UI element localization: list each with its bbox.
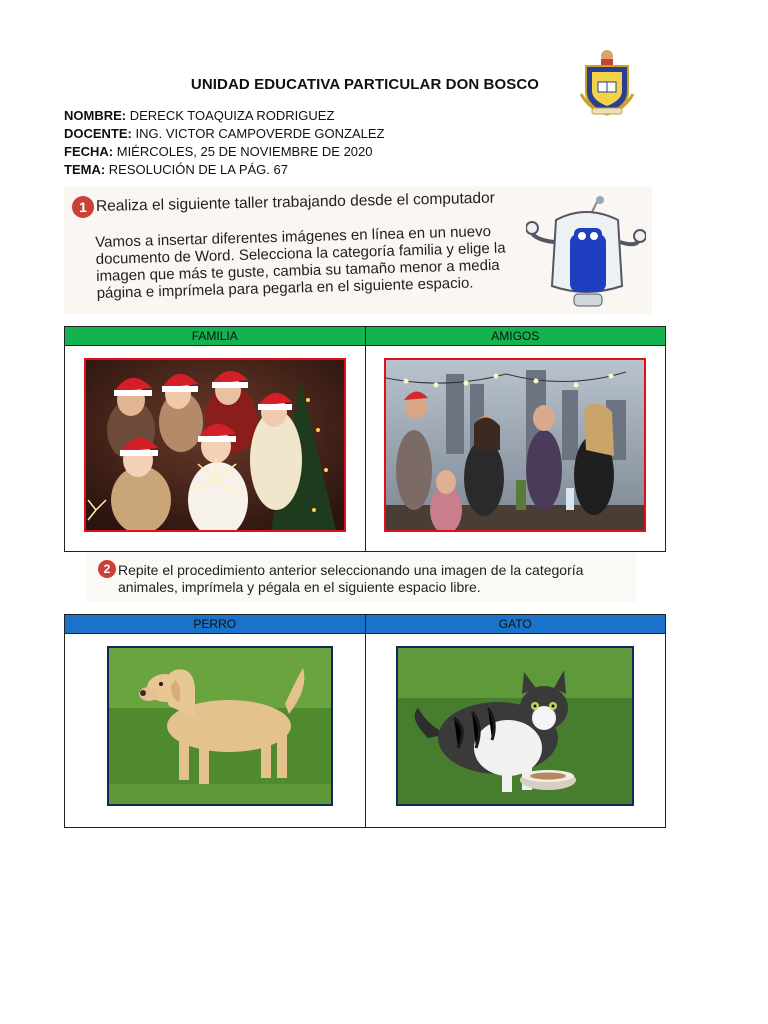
column-header-gato: GATO bbox=[365, 615, 666, 634]
docente-label: DOCENTE: bbox=[64, 126, 132, 141]
step-number-1: 1 bbox=[72, 196, 94, 218]
instruction-2-image bbox=[86, 552, 636, 602]
column-header-familia: FAMILIA bbox=[65, 327, 366, 346]
fecha-label: FECHA: bbox=[64, 144, 114, 159]
document-title: UNIDAD EDUCATIVA PARTICULAR DON BOSCO bbox=[190, 76, 540, 93]
instruction-1-image bbox=[64, 186, 652, 314]
amigos-cell bbox=[365, 346, 666, 552]
perro-cell bbox=[65, 634, 366, 828]
cat-photo bbox=[396, 646, 634, 806]
robot-mascot-icon bbox=[526, 194, 646, 310]
teacher-line bbox=[64, 126, 384, 141]
fecha-value: MIÉRCOLES, 25 DE NOVIEMBRE DE 2020 bbox=[116, 144, 373, 159]
dog-photo bbox=[107, 646, 333, 806]
gato-cell bbox=[365, 634, 666, 828]
column-header-amigos: AMIGOS bbox=[365, 327, 666, 346]
student-name-line bbox=[64, 108, 334, 123]
tema-label: TEMA: bbox=[64, 162, 106, 177]
column-header-perro: PERRO bbox=[65, 615, 366, 634]
topic-line bbox=[64, 162, 288, 177]
familia-cell bbox=[65, 346, 366, 552]
friends-photo bbox=[384, 358, 646, 532]
school-crest-icon bbox=[578, 48, 636, 118]
step-number-2: 2 bbox=[98, 560, 116, 578]
instruction-1-heading: Realiza el siguiente taller trabajando desde el computador bbox=[95, 189, 496, 215]
instruction-2-text: Repite el procedimiento anterior seleccionando una imagen de la categoría animales, imprímela y pégala en el siguiente espacio libre. bbox=[118, 562, 584, 595]
docente-value: ING. VICTOR CAMPOVERDE GONZALEZ bbox=[135, 126, 385, 141]
tema-value: RESOLUCIÓN DE LA PÁG. 67 bbox=[108, 162, 288, 177]
family-friends-table bbox=[64, 326, 666, 552]
nombre-value: DERECK TOAQUIZA RODRIGUEZ bbox=[129, 108, 335, 123]
dog-cat-table bbox=[64, 614, 666, 828]
instruction-1-body: Vamos a insertar diferentes imágenes en línea en un nuevo documento de Word. Selecciona la categoría familia y elige la imagen que más te guste, cambia su tamaño menor a media página e imprímela para pegarla en el siguiente espacio. bbox=[95, 222, 506, 302]
family-photo bbox=[84, 358, 346, 532]
date-line bbox=[64, 144, 373, 159]
nombre-label: NOMBRE: bbox=[64, 108, 127, 123]
